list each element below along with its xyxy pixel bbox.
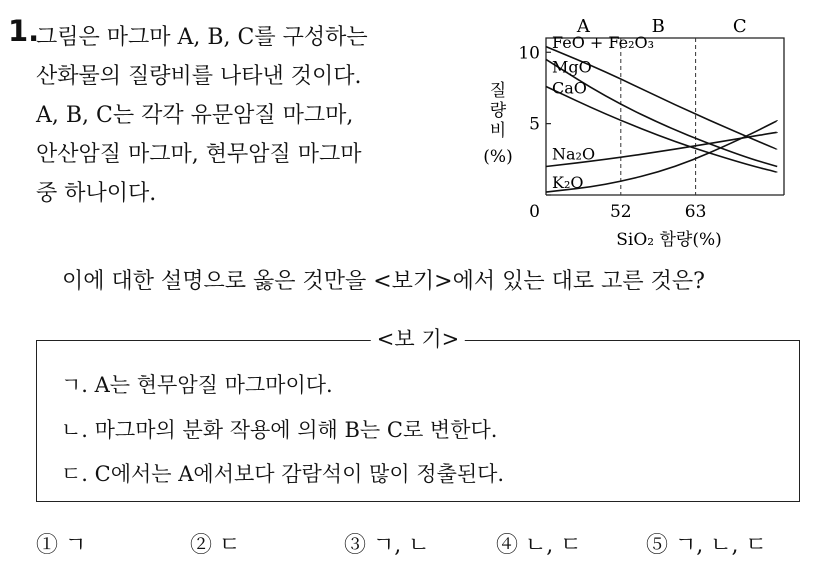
region-label-b: B <box>651 16 665 37</box>
y-tick-label: 0 <box>529 202 540 222</box>
stem-line: 그림은 마그마 A, B, C를 구성하는 <box>36 25 368 50</box>
choice-4[interactable]: ④ ㄴ, ㄷ <box>496 533 582 558</box>
y-tick-label: 5 <box>529 114 540 135</box>
choice-3[interactable]: ③ ㄱ, ㄴ <box>344 533 430 558</box>
bogi-box <box>36 327 800 502</box>
y-axis-unit: (%) <box>483 147 513 167</box>
question-prompt: 이에 대한 설명으로 옳은 것만을 <보기>에서 있는 대로 고른 것은? <box>62 269 705 294</box>
question-stem <box>36 18 472 213</box>
series-label-1: MgO <box>552 57 592 77</box>
choice-5[interactable]: ⑤ ㄱ, ㄴ, ㄷ <box>646 533 767 558</box>
x-tick-label: 63 <box>684 202 707 222</box>
question-number: 1. <box>8 14 40 48</box>
bogi-item-nieun: ㄴ. 마그마의 분화 작용에 의해 B는 C로 변한다. <box>61 418 498 442</box>
stem-line: 중 하나이다. <box>36 181 157 206</box>
bogi-item-digeut: ㄷ. C에서는 A에서보다 감람석이 많이 정출된다. <box>61 462 505 486</box>
y-axis-label-char: 량 <box>489 101 507 121</box>
stem-line: A, B, C는 각각 유문암질 마그마, <box>36 103 354 128</box>
choice-2[interactable]: ② ㄷ <box>190 533 241 558</box>
bogi-item-giyeok: ㄱ. A는 현무암질 마그마이다. <box>61 373 333 397</box>
y-axis-label-char: 비 <box>489 121 507 141</box>
x-axis-label: SiO₂ 함량(%) <box>616 230 722 250</box>
series-label-0: FeO + Fe₂O₃ <box>552 32 655 52</box>
y-tick-label: 10 <box>518 43 540 64</box>
y-axis-label-char: 질 <box>489 81 507 101</box>
oxide-mass-ratio-chart <box>474 12 794 257</box>
stem-line: 산화물의 질량비를 나타낸 것이다. <box>36 64 362 89</box>
bogi-title: <보 기> <box>371 323 465 353</box>
series-label-4: K₂O <box>552 172 584 192</box>
choice-1[interactable]: ① ㄱ <box>36 533 87 558</box>
region-label-a: A <box>576 16 590 37</box>
x-tick-label: 52 <box>609 202 632 222</box>
series-label-2: CaO <box>552 78 587 98</box>
stem-line: 안산암질 마그마, 현무암질 마그마 <box>36 142 362 167</box>
series-label-3: Na₂O <box>552 144 596 164</box>
region-label-c: C <box>732 16 747 37</box>
